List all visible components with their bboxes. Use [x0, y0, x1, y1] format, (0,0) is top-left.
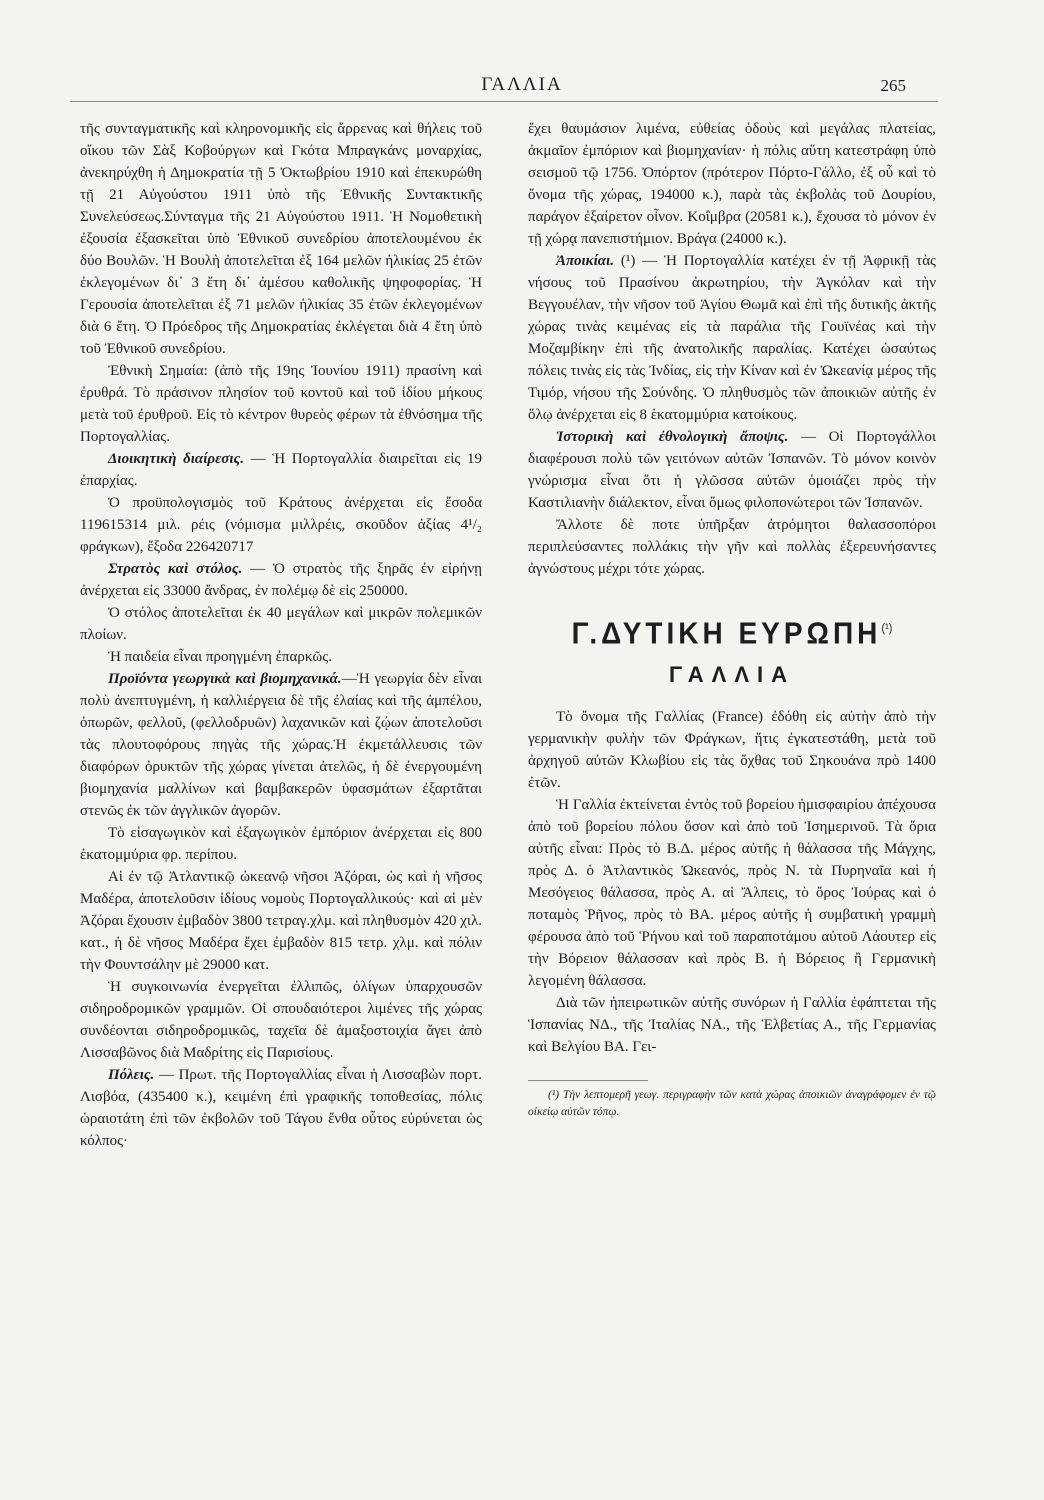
page-number: 265 — [880, 76, 906, 95]
paragraph — [80, 492, 482, 558]
paragraph-text: — Οἱ Πορτογάλλοι διαφέρουσι πολὺ τῶν γειτόνων αὐτῶν Ἰσπανῶν. Τὸ μόνον κοινὸν γνώρισμα εἶναι ὅτι ἡ γλῶσσα αὐτῶν ὁμοιάζει πρὸς τὴν Καστιλιανὴν διάλεκτον, εἶναι ὅμως φιλοπονώτεροι τῶν Ἰσπανῶν. — [528, 429, 936, 511]
paragraph — [80, 668, 482, 822]
paragraph-text: — Ἡ Πορτογαλλία διαιρεῖται εἰς 19 ἐπαρχίας. — [80, 451, 482, 489]
paragraph — [80, 646, 482, 668]
paragraph-heading: Διοικητικὴ διαίρεσις. — [108, 451, 244, 467]
paragraph-heading: Πόλεις. — [108, 1067, 155, 1083]
paragraph-heading: Στρατὸς καὶ στόλος. — [108, 561, 243, 577]
paragraph — [80, 360, 482, 448]
paragraph — [80, 118, 482, 360]
paragraph-text: Ἄλλοτε δὲ ποτε ὑπῆρξαν ἀτρόμητοι θαλασσοπόροι περιπλεύσαντες πολλάκις τὴν γῆν καὶ πολλὰς ἐξερευνήσαντες ἀγνώστους μέχρι τότε χώρας. — [528, 517, 936, 577]
paragraph-heading: Ἀποικίαι. — [556, 253, 614, 269]
paragraph-text: —Ἡ γεωργία δὲν εἶναι πολὺ ἀνεπτυγμένη, ἡ καλλιέργεια δὲ τῆς ἐλαίας καὶ τῆς ἀμπέλου, ὀπωρῶν, φελλοῦ, (φελλοδρυῶν) λαχανικῶν καὶ ζῴων ἀποτελοῦσι τὰς πλουτοφόρους πηγὰς τῆς χώρας.Ἡ ἐκμετάλλευσις τῶν διαφόρων ὀρυκτῶν τῆς χώρας γίνεται ἀτελῶς, ἡ δὲ ἐνεργουμένη βιομηχανία μαλλίνων καὶ βαμβακερῶν ὑφασμάτων ἐξαρτᾶται στενῶς ἐκ τῶν ἀγγλικῶν ἀγορῶν. — [80, 671, 482, 819]
paragraph-text: Ἡ παιδεία εἶναι προηγμένη ἐπαρκῶς. — [108, 649, 332, 665]
paragraph-text: Τὸ εἰσαγωγικὸν καὶ ἐξαγωγικὸν ἐμπόριον ἀνέρχεται εἰς 800 ἑκατομμύρια φρ. περίπου. — [80, 825, 482, 863]
paragraph — [80, 602, 482, 646]
paragraph — [80, 866, 482, 976]
paragraph — [528, 706, 936, 794]
portugal-continuation — [528, 118, 936, 580]
paragraph-text: Διὰ τῶν ἠπειρωτικῶν αὐτῆς συνόρων ἡ Γαλλία ἐφάπτεται τῆς Ἱσπανίας ΝΔ., τῆς Ἰταλίας ΝΑ., τῆς Ἑλβετίας Α., τῆς Γερμανίας καὶ Βελγίου ΒΑ. Γει- — [528, 995, 936, 1056]
paragraph-text: ἔχει θαυμάσιον λιμένα, εὐθείας ὁδοὺς καὶ μεγάλας πλατείας, ἀκμαῖον ἐμπόριον καὶ βιομηχανίαν· ἡ πόλις αὕτη κατεστράφη ὑπὸ σεισμοῦ τῷ 1756. Ὀπόρτον (πρότερον Πόρτο-Γάλλο, ἐξ οὗ καὶ τὸ ὄνομα τῆς χώρας, 194000 κ.), παρὰ τὰς ἐκβολὰς τοῦ Δουρίου, παράγον ἐξαίρετον οἶνον. Κοΐμβρα (20581 κ.), ἔχουσα τὸ μόνον ἐν τῇ χώρᾳ πανεπιστήμιον. Βράγα (24000 κ.). — [528, 121, 936, 247]
paragraph — [528, 514, 936, 580]
paragraph-text: Τὸ ὄνομα τῆς Γαλλίας (France) ἐδόθη εἰς αὐτὴν ἀπὸ τὴν γερμανικὴν φυλὴν τῶν Φράγκων, ἥτις ἐγκατεστάθη, μετὰ τοῦ ἀρχηγοῦ αὐτῶν Κλωβίου εἰς τὰς ὄχθας τοῦ Σηκουάνα πρὸ 1400 ἐτῶν. — [528, 709, 936, 792]
subsection-heading: ΓΑΛΛΙΑ — [668, 662, 796, 688]
paragraph — [528, 794, 936, 992]
france-section — [528, 706, 936, 1058]
paragraph-text: τῆς συνταγματικῆς καὶ κληρονομικῆς εἰς ἄρρενας καὶ θήλεις τοῦ οἴκου τῶν Σὰξ Κοβούργων καὶ Γκότα Μπραγκάνς μοναρχίας, ἀνεκηρύχθη ἡ Δημοκρατία τῇ 5 Ὀκτωβρίου 1910 καὶ ἐπεκυρώθη τῇ 21 Αὐγούστου 1911 ὑπὸ τῆς Ἐθνικῆς Συντακτικῆς Συνελεύσεως.Σύνταγμα τῆς 21 Αὐγούστου 1911. Ἡ Νομοθετικὴ ἐξουσία ἐξασκεῖται ὑπὸ Ἐθνικοῦ συνεδρίου ἀποτελουμένου ἐκ δύο Βουλῶν. Ἡ Βουλὴ ἀποτελεῖται ἐξ 164 μελῶν ἡλικίας 25 ἐτῶν ἐκλεγομένων δι᾽ 3 ἔτη δι᾽ ἀμέσου καθολικῆς ψηφοφορίας. Ἡ Γερουσία ἀποτελεῖται ἐξ 71 μελῶν ἡλικίας 35 ἐτῶν ἐκλεγομένων διὰ 6 ἔτη. Ὁ Πρόεδρος τῆς Δημοκρατίας ἐκλέγεται διὰ 4 ἔτη ὑπὸ τοῦ Ἐθνικοῦ συνεδρίου. — [80, 121, 482, 357]
right-column — [528, 118, 936, 1121]
paragraph — [80, 448, 482, 492]
footnote: (¹) Τὴν λεπτομερῆ γεωγ. περιγραφὴν τῶν κατὰ χώρας ἀποικιῶν ἀναγράφομεν ἐν τῷ οἰκείῳ αὐτῶν τόπῳ. — [528, 1089, 936, 1119]
running-header-title: ΓΑΛΛΙΑ — [481, 74, 563, 95]
paragraph — [80, 976, 482, 1064]
paragraph — [528, 250, 936, 426]
header-rule — [70, 101, 938, 102]
paragraph — [528, 992, 936, 1058]
paragraph-heading: Ἱστορικὴ καὶ ἐθνολογικὴ ἄποψις. — [556, 429, 789, 445]
paragraph-text: — Ὁ στρατὸς τῆς ξηρᾶς ἐν εἰρήνῃ ἀνέρχεται εἰς 33000 ἄνδρας, ἐν πολέμῳ δὲ εἰς 250000. — [80, 561, 483, 599]
paragraph — [80, 1064, 482, 1152]
paragraph-text: Ἐθνικὴ Σημαία: (ἀπὸ τῆς 19ης Ἰουνίου 1911) πρασίνη καὶ ἐρυθρά. Τὸ πράσινον πλησίον τοῦ κοντοῦ καὶ τοῦ ἰδίου μήκους μετὰ τοῦ ἐρυθροῦ. Εἰς τὸ κέντρον θυρεὸς φέρων τὰ ἐθνόσημα τῆς Πορτογαλλίας. — [80, 363, 482, 445]
paragraph-text: (¹) — Ἡ Πορτογαλλία κατέχει ἐν τῇ Ἀφρικῇ τὰς νήσους τοῦ Πρασίνου ἀκρωτηρίου, τὴν Ἀγκόλαν καὶ τὴν Βεγγουέλαν, τὴν νῆσον τοῦ Ἁγίου Θωμᾶ καὶ ἐπὶ τῆς δυτικῆς ἀκτῆς χώρας τινὰς κειμένας εἰς τὰ παράλια τῆς Γουϊνέας καὶ τὴν Μοζαμβίκην ἐπὶ τῆς ἀνατολικῆς παραλίας. Κατέχει ὡσαύτως πόλεις τινὰς εἰς τὰς Ἰνδίας, εἰς τὴν Κίναν καὶ ἐν Ὠκεανίᾳ μέρος τῆς Τιμόρ, νήσου τῆς Σούνδης. Ὁ πληθυσμὸς τῶν ἀποικιῶν αὐτῆς ἐν ὅλῳ ἀνέρχεται εἰς 8 ἑκατομμύρια κατοίκους. — [528, 253, 936, 423]
footnote-mark: (¹) — [881, 622, 893, 636]
paragraph — [80, 558, 482, 602]
section-heading — [528, 615, 936, 651]
paragraph-text: Ὁ προϋπολογισμὸς τοῦ Κράτους ἀνέρχεται εἰς ἔσοδα 119615314 μιλ. ρέις (νόμισμα μιλλρέις, σκοῦδον ἀξίας 4¹/₂ φράγκων), ἔξοδα 226420717 — [80, 495, 482, 555]
paragraph — [80, 822, 482, 866]
paragraph-text: Ὁ στόλος ἀποτελεῖται ἐκ 40 μεγάλων καὶ μικρῶν πολεμικῶν πλοίων. — [80, 605, 482, 643]
paragraph-heading: Προϊόντα γεωργικὰ καὶ βιομηχανικά. — [108, 671, 342, 687]
paragraph-text: — Πρωτ. τῆς Πορτογαλλίας εἶναι ἡ Λισσαβὼν πορτ. Λισβόα, (435400 κ.), κειμένη ἐπὶ γραφικῆς τοποθεσίας, πόλις ὡραιοτάτη ἐπὶ τῶν ἐκβολῶν τοῦ Τάγου ἔνθα οὗτος εὐρύνεται ὡς κόλπος· — [80, 1067, 482, 1149]
section-heading-text: Γ.ΔΥΤΙΚΗ ΕΥΡΩΠΗ — [571, 615, 882, 651]
paragraph-text: Ἡ Γαλλία ἐκτείνεται ἐντὸς τοῦ βορείου ἡμισφαιρίου ἀπέχουσα ἀπὸ τοῦ βορείου πόλου ὅσον καὶ ἀπὸ τοῦ Ἰσημερινοῦ. Τὰ ὅρια αὐτῆς εἶναι: Πρὸς τὸ Β.Δ. μέρος αὐτῆς ἡ θάλασσα τῆς Μάγχης, πρὸς Δ. ὁ Ἀτλαντικὸς Ὠκεανός, πρὸς Ν. τὰ Πυρηναῖα καὶ ἡ Μεσόγειος θάλασσα, πρὸς Α. αἱ Ἄλπεις, τὸ ὄρος Ἰούρας καὶ ὁ ποταμὸς Ῥῆνος, πρὸς τὸ ΒΑ. μέρος αὐτῆς ἡ συμβατικὴ γραμμὴ φέρουσα ἀπὸ τοῦ Ῥήνου καὶ τοῦ παραποτάμου αὐτοῦ Λάουτερ εἰς τὴν Βόρειον θάλασσαν καὶ πρὸς Β. ἡ Βόρειος ἢ Γερμανικὴ λεγομένη θάλασσα. — [528, 797, 936, 990]
paragraph — [528, 426, 936, 514]
left-column — [80, 118, 482, 1152]
paragraph — [528, 118, 936, 250]
paragraph-text: Αἱ ἐν τῷ Ἀτλαντικῷ ὠκεανῷ νῆσοι Ἀζόραι, ὡς καὶ ἡ νῆσος Μαδέρα, ἀποτελοῦσιν ἰδίους νομοὺς Πορτογαλλικούς· καὶ αἱ μὲν Ἀζόραι ἔχουσιν ἐμβαδὸν 3800 τετραγ.χλμ. καὶ πληθυσμὸν 420 χιλ. κατ., ἡ δὲ νῆσος Μαδέρα ἔχει ἐμβαδὸν 815 τετρ. χλμ. καὶ πόλιν τὴν Φουντσάλην μὲ 29000 κατ. — [80, 869, 482, 973]
paragraph-text: Ἡ συγκοινωνία ἐνεργεῖται ἐλλιπῶς, ὀλίγων ὑπαρχουσῶν σιδηροδρομικῶν γραμμῶν. Οἱ σπουδαιότεροι λιμένες τῆς χώρας συνδέονται σιδηροδρομικῶς, ταχεῖα δὲ ἁμαξοστοιχία ἄγει ἀπὸ Λισσαβῶνος διὰ Μαδρίτης εἰς Παρισίους. — [80, 979, 482, 1061]
footnote-rule — [528, 1080, 648, 1081]
